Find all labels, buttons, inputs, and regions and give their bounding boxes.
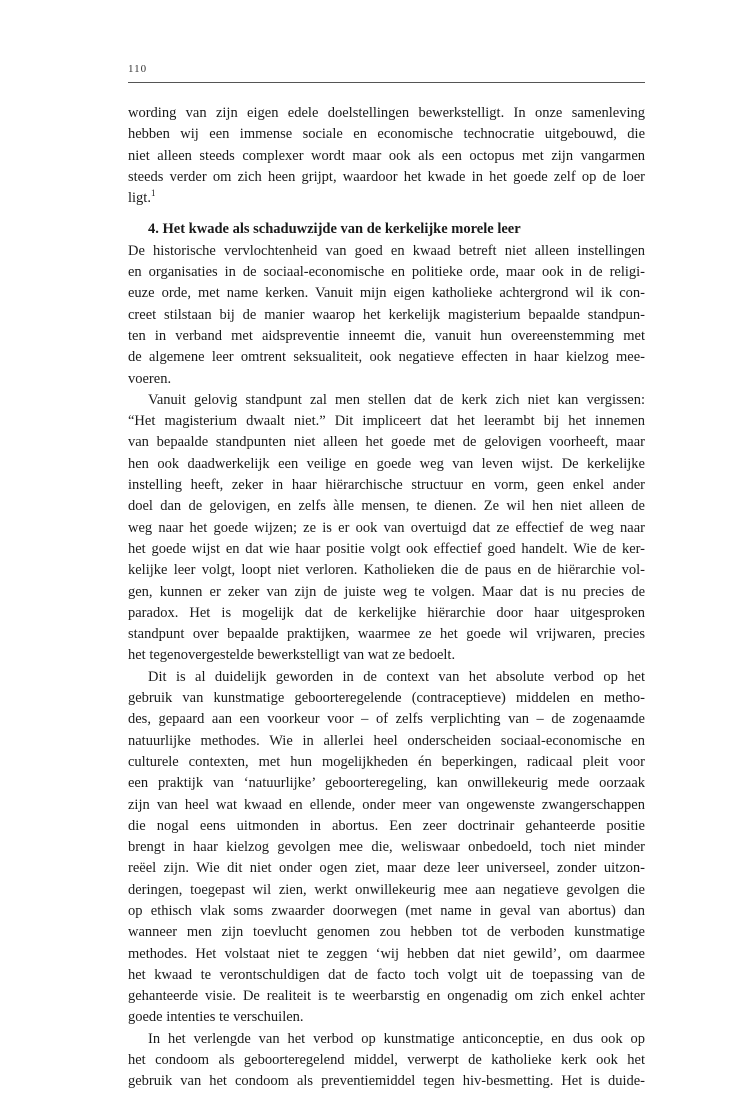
text-line: paradox. Het is mogelijk dat de kerkelijke hiërarchie door haar uitgesproken bbox=[128, 604, 645, 621]
text-line: een praktijk van ‘natuurlijke’ geboorteregeling, kan onwillekeurig mede oorzaak bbox=[128, 775, 645, 792]
page-number: 110 bbox=[128, 63, 148, 75]
text-line: De historische vervlochtenheid van goed en kwaad betreft niet alleen instellingen bbox=[128, 242, 645, 259]
text-line: die nogal eens uitmonden in abortus. Een zeer doctrinair gehanteerde positie bbox=[128, 817, 645, 834]
text-line: gebruik van kunstmatige geboorteregelende (contraceptieve) middelen en metho- bbox=[128, 690, 645, 707]
text-line: wording van zijn eigen edele doelstellingen bewerkstelligt. In onze samenleving bbox=[128, 105, 645, 121]
text-line: het goede wijst en dat wie haar positie volgt ook effectief goed handelt. Wie de ker- bbox=[128, 540, 645, 557]
text-line: kelijke leer volgt, loopt niet verloren. Katholieken die de paus en de hiërarchie vol- bbox=[128, 562, 645, 579]
text-line: doel dan de gelovigen, en zelfs àlle mensen, te dienen. Ze wil hen niet alleen de bbox=[128, 498, 645, 515]
text-line: gehanteerde visie. De realiteit is te weerbarstig en ongenadig om zich enkel achter bbox=[128, 988, 645, 1005]
text-line: niet alleen steeds complexer wordt maar ook als een octopus met zijn vangarmen bbox=[128, 147, 645, 164]
text-line: standpunt over bepaalde praktijken, waarmee ze het goede wil vrijwaren, precies bbox=[128, 626, 645, 643]
text-line: steeds verder om zich heen grijpt, waardoor het kwade in het goede zelf op de loer bbox=[128, 168, 645, 185]
text-line: euze orde, met name kerken. Vanuit mijn eigen katholieke achtergrond wil ik con- bbox=[128, 285, 645, 302]
text-line: methodes. Het volstaat niet te zeggen ‘wij hebben dat niet gewild’, om daarmee bbox=[128, 945, 645, 962]
text-line: instelling heeft, zeker in haar hiërarchische structuur en vorm, geen enkel ander bbox=[128, 477, 645, 494]
text-line: creet stilstaan bij de manier waarop het kerkelijk magisterium bepaalde standpun- bbox=[128, 306, 645, 323]
body-text bbox=[128, 103, 645, 1093]
text-line: ten in verband met aidspreventie inneemt die, vanuit hun overeenstemming met bbox=[128, 327, 645, 344]
text-line: des, gepaard aan een voorkeur voor – of zelfs verplichting van – de zogenaamde bbox=[128, 711, 645, 728]
text-line: Vanuit gelovig standpunt zal men stellen dat de kerk zich niet kan vergissen: bbox=[148, 391, 645, 408]
text-line: gebruik van het condoom als preventiemiddel tegen hiv-besmetting. Het is duide- bbox=[128, 1073, 645, 1090]
text-line: natuurlijke methodes. Wie in allerlei heel onderscheiden sociaal-economische en bbox=[128, 732, 645, 749]
text-line: Dit is al duidelijk geworden in de context van het absolute verbod op het bbox=[148, 668, 645, 685]
footnote-reference[interactable]: 1 bbox=[150, 188, 156, 199]
text-line: de algemene leer omtrent seksualiteit, ook negatieve effecten in haar kielzog mee- bbox=[128, 349, 645, 366]
text-line: culturele contexten, met hun mogelijkheden én beperkingen, radicaal pleit voor bbox=[128, 753, 645, 770]
text-line: zijn van heel wat kwaad en ellende, onder meer van ongewenste zwangerschappen bbox=[128, 796, 645, 813]
text-line: reëel zijn. Wie dit niet onder ogen ziet, maar deze leer universeel, zonder uitzon- bbox=[128, 860, 645, 877]
text-line: weg naar het goede wijzen; ze is er ook van overtuigd dat ze effectief de weg naar bbox=[128, 519, 645, 536]
header-rule bbox=[128, 82, 645, 83]
text-line: goede intenties te verschuilen. bbox=[128, 1009, 304, 1026]
text-line: “Het magisterium dwaalt niet.” Dit impliceert dat het leerambt bij het innemen bbox=[128, 413, 645, 430]
text-line: en organisaties in de sociaal-economische en politieke orde, maar ook in de religi- bbox=[128, 264, 645, 281]
text-line: op ethisch vlak soms zwaarder doorwegen (met name in geval van abortus) dan bbox=[128, 902, 645, 919]
text-line: het tegenovergestelde bewerkstelligt van wat ze bedoelt. bbox=[128, 647, 456, 664]
text-line: wanneer men zijn toevlucht genomen zou hebben tot de verboden kunstmatige bbox=[128, 924, 645, 941]
text-line: brengt in haar kielzog gevolgen mee die, weliswaar onbedoeld, toch niet minder bbox=[128, 839, 645, 856]
text-line: deringen, toegepast wil zien, werkt onwillekeurig mee aan negatieve gevolgen die bbox=[128, 881, 645, 898]
section-heading: 4. Het kwade als schaduwzijde van de kerkelijke morele leer bbox=[148, 221, 521, 238]
text-line: hebben wij een immense sociale en economische technocratie uitgebouwd, die bbox=[128, 126, 645, 143]
text-line: van bepaalde standpunten niet alleen het goede met de gelovigen voorheeft, maar bbox=[128, 434, 645, 451]
text-line: het condoom als geboorteregelend middel, verwerpt de katholieke kerk ook het bbox=[128, 1052, 645, 1069]
text-line: In het verlengde van het verbod op kunstmatige anticonceptie, en dus ook op bbox=[148, 1030, 645, 1047]
text-line bbox=[128, 188, 645, 209]
text-line-content: ligt. bbox=[128, 190, 151, 207]
text-line: hen ook daadwerkelijk een veilige en goede weg van leven wijst. De kerkelijke bbox=[128, 455, 645, 472]
text-line: gen, kunnen er zeker van zijn de juiste weg te volgen. Maar dat is nu precies de bbox=[128, 583, 645, 600]
text-line: voeren. bbox=[128, 370, 172, 387]
text-line: het kwaad te verontschuldigen dat de facto toch volgt uit de toepassing van de bbox=[128, 966, 645, 983]
